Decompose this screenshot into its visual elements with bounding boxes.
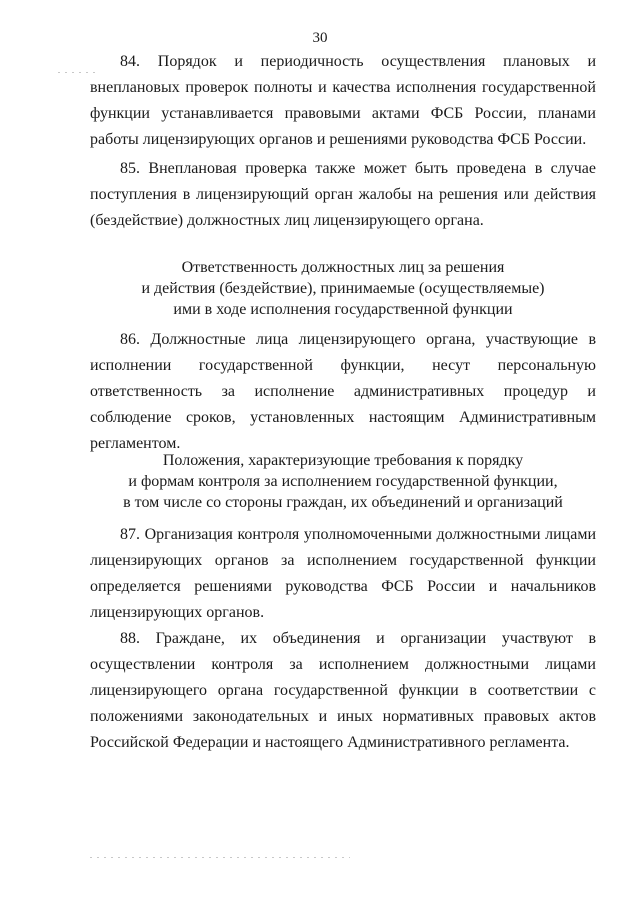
paragraph-number: 85. (120, 160, 140, 177)
heading-line: Положения, характеризующие требования к порядку (162, 452, 524, 469)
paragraph-text: Организация контроля уполномоченными должностными лицами лицензирующих органов за исполнением государственной функции определяется решениями руководства ФСБ России и начальников лицензирующих органов. (90, 526, 596, 621)
heading-line: и формам контроля за исполнением государственной функции, (128, 473, 558, 490)
page-number: 30 (312, 30, 328, 46)
paragraph-84 (90, 49, 596, 153)
paragraph-number: 88. (120, 630, 140, 647)
heading-line: ими в ходе исполнения государственной функции (173, 301, 513, 318)
paragraph-number: 86. (120, 331, 140, 348)
paragraph-87 (90, 522, 596, 626)
paragraph-88 (90, 626, 596, 756)
paragraph-text: Внеплановая проверка также может быть проведена в случае поступления в лицензирующий орган жалобы на решения или действия (бездействие) должностных лиц лицензирующего органа. (90, 160, 597, 229)
heading-line: и действия (бездействие), принимаемые (осуществляемые) (141, 280, 545, 297)
paragraph-86 (90, 327, 596, 457)
scan-artifact-bottom (90, 857, 350, 858)
paragraph-number: 87. (120, 526, 140, 543)
section-heading-responsibility (90, 257, 596, 320)
paragraph-text: Порядок и периодичность осуществления плановых и внеплановых проверок полноты и качества исполнения государственной функции устанавливается правовыми актами ФСБ России, планами работы лицензирующих органов и решениями руководства ФСБ России. (90, 53, 597, 148)
paragraph-85 (90, 156, 596, 234)
section-heading-control-requirements (90, 450, 596, 513)
paragraph-number: 84. (120, 53, 140, 70)
heading-line: Ответственность должностных лиц за решения (181, 259, 505, 276)
paragraph-text: Граждане, их объединения и организации участвуют в осуществлении контроля за исполнением должностными лицами лицензирующего органа государственной функции в соответствии с положениями законодательных и иных нормативных правовых актов Российской Федерации и настоящего Административного регламента. (90, 630, 596, 751)
heading-line: в том числе со стороны граждан, их объединений и организаций (123, 494, 563, 511)
paragraph-text: Должностные лица лицензирующего органа, участвующие в исполнении государственной функции, несут персональную ответственность за исполнение административных процедур и соблюдение сроков, установленных настоящим Административным регламентом. (90, 331, 596, 452)
